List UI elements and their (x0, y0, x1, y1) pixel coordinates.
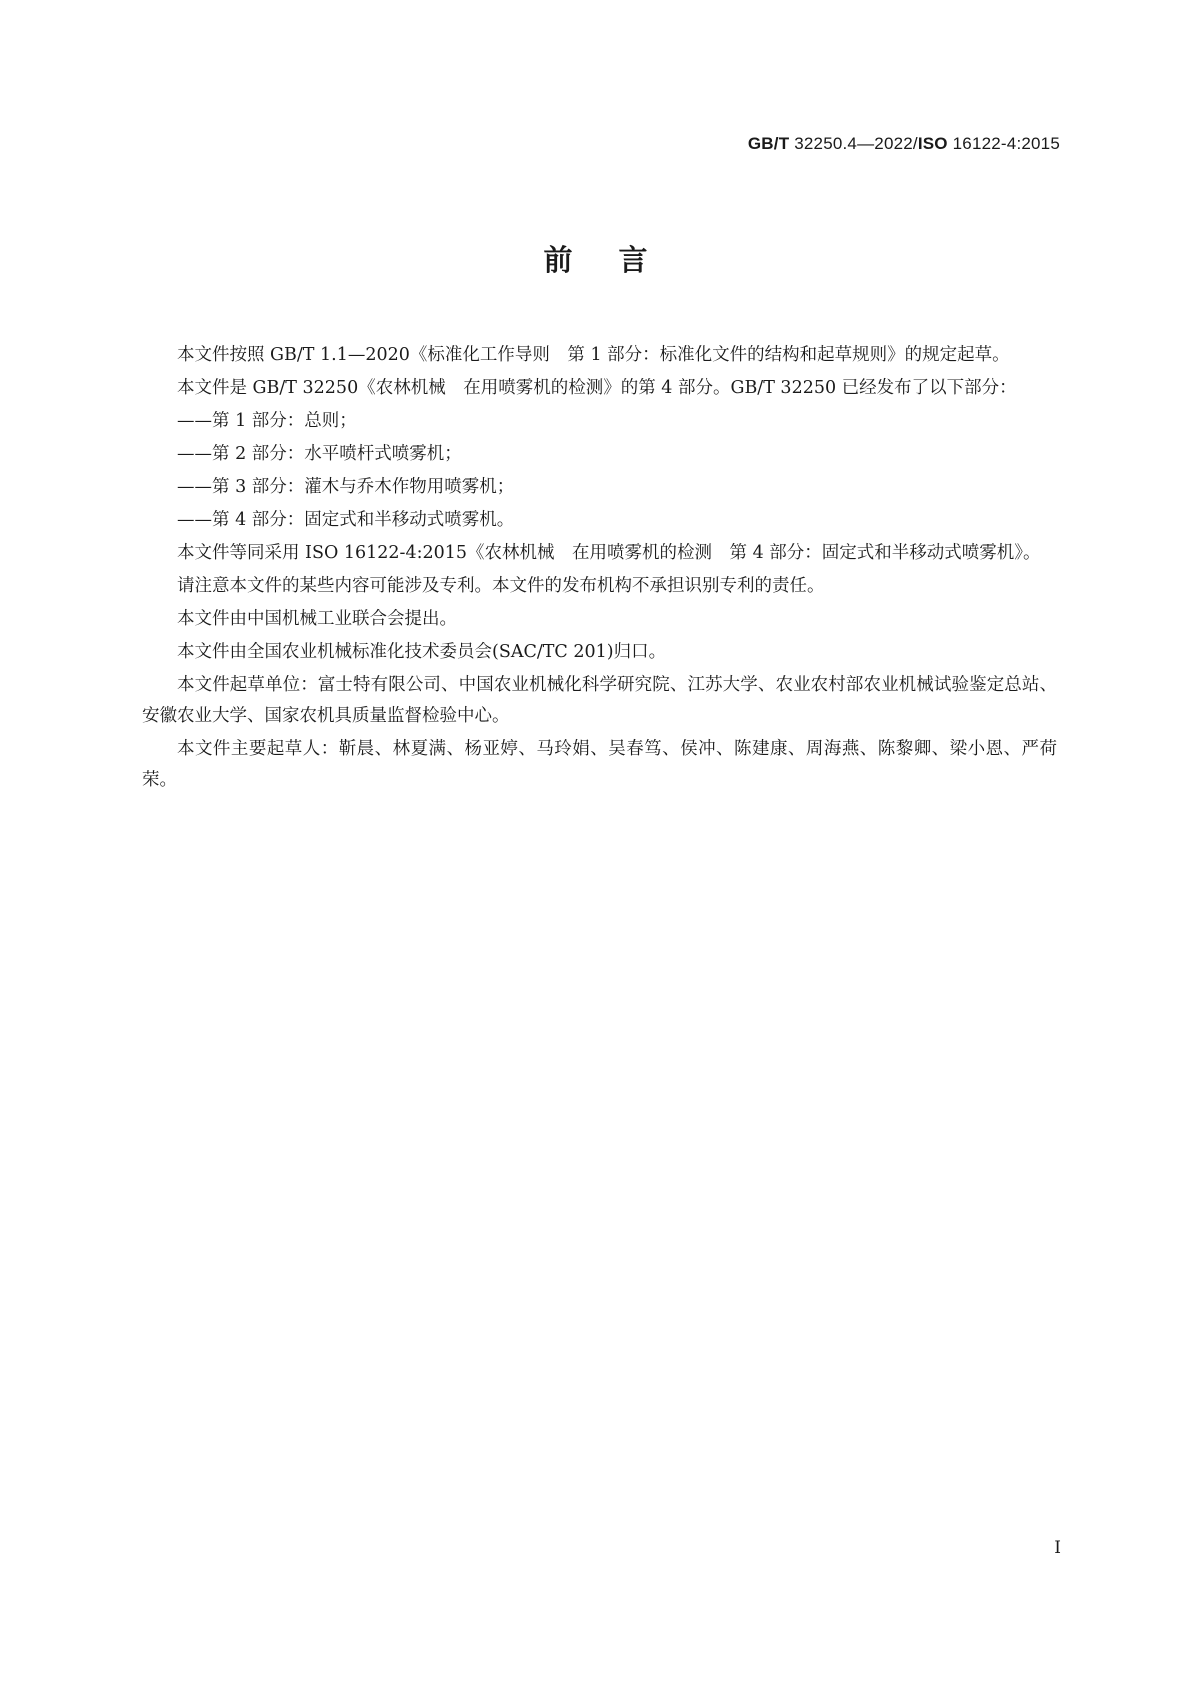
list-item-part-1: ——第 1 部分：总则； (177, 411, 357, 431)
paragraph-iso-adoption: 本文件等同采用 ISO 16122-4:2015《农林机械 在用喷雾机的检测 第 4 部分：固定式和半移动式喷雾机》。 (177, 543, 1041, 563)
paragraph-part-info: 本文件是 GB/T 32250《农林机械 在用喷雾机的检测》的第 4 部分。GB/T 32250 已经发布了以下部分： (177, 378, 1017, 398)
iso-prefix: ISO (917, 134, 948, 153)
list-item-part-2: ——第 2 部分：水平喷杆式喷雾机； (177, 444, 462, 464)
iso-code: 16122-4:2015 (952, 134, 1060, 153)
paragraph-proposer: 本文件由中国机械工业联合会提出。 (177, 609, 457, 629)
paragraph-drafting-rules: 本文件按照 GB/T 1.1—2020《标准化工作导则 第 1 部分：标准化文件的结构和起草规则》的规定起草。 (177, 345, 1010, 365)
std-code: 32250.4—2022/ (794, 134, 918, 153)
paragraph-drafters: 本文件主要起草人：靳晨、林夏满、杨亚婷、马玲娟、吴春笃、侯冲、陈建康、周海燕、陈黎卿、梁小恩、严荷荣。 (142, 739, 1057, 790)
paragraph-drafting-units: 本文件起草单位：富士特有限公司、中国农业机械化科学研究院、江苏大学、农业农村部农业机械试验鉴定总站、安徽农业大学、国家农机具质量监督检验中心。 (142, 675, 1057, 726)
page-number: I (1054, 1538, 1061, 1558)
list-item-part-4: ——第 4 部分：固定式和半移动式喷雾机。 (177, 510, 515, 530)
foreword-body (142, 340, 1057, 798)
std-prefix: GB/T (747, 134, 790, 153)
list-item-part-3: ——第 3 部分：灌木与乔木作物用喷雾机； (177, 477, 515, 497)
paragraph-patent-notice: 请注意本文件的某些内容可能涉及专利。本文件的发布机构不承担识别专利的责任。 (177, 576, 825, 596)
paragraph-technical-committee: 本文件由全国农业机械标准化技术委员会(SAC/TC 201)归口。 (177, 642, 667, 662)
page-title: 前言 (543, 243, 694, 277)
standard-number (748, 134, 1060, 154)
